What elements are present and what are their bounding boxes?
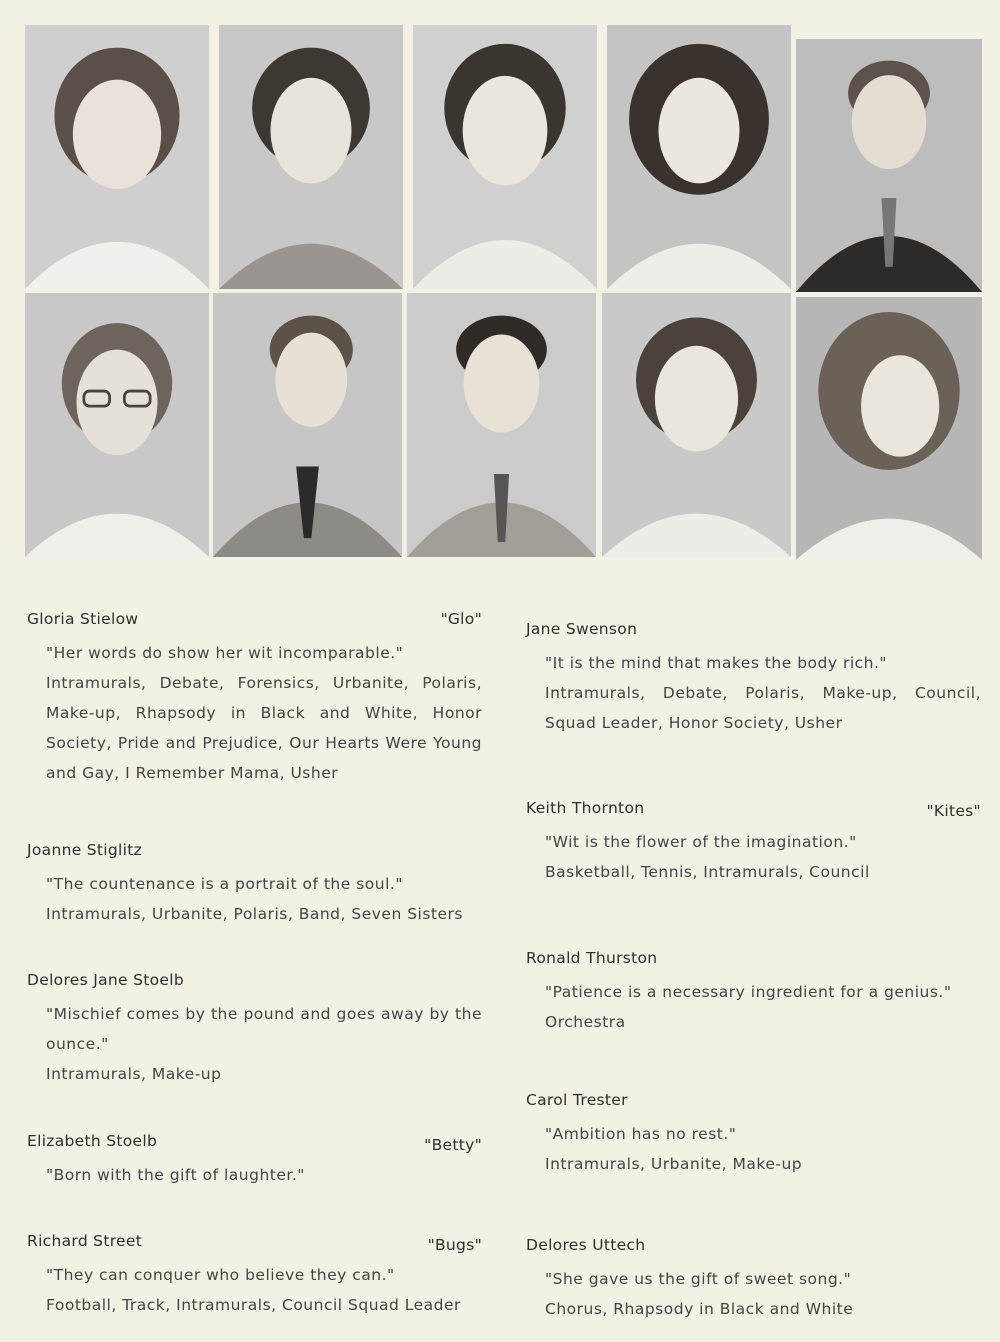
portrait-photo-9: [602, 293, 791, 557]
student-entry: [27, 610, 482, 788]
student-activities: Football, Track, Intramurals, Council Squad Leader: [46, 1296, 461, 1314]
student-entry: [27, 841, 482, 929]
student-name: Gloria Stielow: [27, 610, 139, 628]
student-quote: "Mischief comes by the pound and goes away by the ounce.": [46, 1005, 482, 1053]
student-entry: [526, 949, 981, 1037]
portrait-photo-7: [213, 293, 402, 557]
student-activities: Intramurals, Make-up: [46, 1065, 222, 1083]
student-entry: [27, 1232, 482, 1320]
student-quote: "Wit is the flower of the imagination.": [545, 833, 857, 851]
student-quote: "She gave us the gift of sweet song.": [545, 1270, 852, 1288]
student-name: Elizabeth Stoelb: [27, 1132, 158, 1150]
student-quote: "Ambition has no rest.": [545, 1125, 737, 1143]
student-entry: [526, 1236, 981, 1324]
portrait-grid: [25, 25, 982, 560]
student-entry: [526, 799, 981, 887]
student-activities: Orchestra: [545, 1013, 626, 1031]
student-nickname: "Bugs": [427, 1236, 482, 1254]
portrait-photo-8: [407, 293, 596, 557]
student-name: Keith Thornton: [526, 799, 645, 817]
student-activities: Chorus, Rhapsody in Black and White: [545, 1300, 854, 1318]
student-quote: "It is the mind that makes the body rich.": [545, 654, 888, 672]
student-name: Delores Uttech: [526, 1236, 646, 1254]
student-entry: [526, 620, 981, 738]
portrait-photo-3: [413, 25, 597, 289]
portrait-photo-6: [25, 293, 209, 557]
student-quote: "The countenance is a portrait of the soul.": [46, 875, 403, 893]
student-name: Ronald Thurston: [526, 949, 658, 967]
student-name: Carol Trester: [526, 1091, 628, 1109]
student-name: Joanne Stiglitz: [27, 841, 143, 859]
portrait-photo-4: [607, 25, 791, 289]
student-nickname: "Kites": [926, 802, 981, 820]
student-quote: "Born with the gift of laughter.": [46, 1166, 305, 1184]
student-activities: Intramurals, Debate, Polaris, Make-up, Council, Squad Leader, Honor Society, Usher: [545, 684, 981, 732]
portrait-photo-10: [796, 297, 982, 560]
student-quote: "Patience is a necessary ingredient for a genius.": [545, 983, 952, 1001]
student-entry: [27, 1132, 482, 1190]
portrait-photo-2: [219, 25, 403, 289]
student-name: Richard Street: [27, 1232, 143, 1250]
student-nickname: "Glo": [440, 610, 482, 628]
student-name: Jane Swenson: [526, 620, 638, 638]
student-nickname: "Betty": [424, 1136, 482, 1154]
student-activities: Intramurals, Debate, Forensics, Urbanite, Polaris, Make-up, Rhapsody in Black and White, Honor Society, Pride and Prejudice, Our Hearts Were Young and Gay, I Remember Mama, Usher: [46, 674, 482, 782]
student-activities: Intramurals, Urbanite, Polaris, Band, Seven Sisters: [46, 905, 463, 923]
student-entry: [27, 971, 482, 1089]
student-entry: [526, 1091, 981, 1179]
portrait-photo-1: [25, 25, 209, 289]
portrait-photo-5: [796, 39, 982, 292]
student-quote: "Her words do show her wit incomparable.": [46, 644, 404, 662]
student-name: Delores Jane Stoelb: [27, 971, 184, 989]
student-activities: Basketball, Tennis, Intramurals, Council: [545, 863, 870, 881]
student-quote: "They can conquer who believe they can.": [46, 1266, 395, 1284]
student-activities: Intramurals, Urbanite, Make-up: [545, 1155, 803, 1173]
